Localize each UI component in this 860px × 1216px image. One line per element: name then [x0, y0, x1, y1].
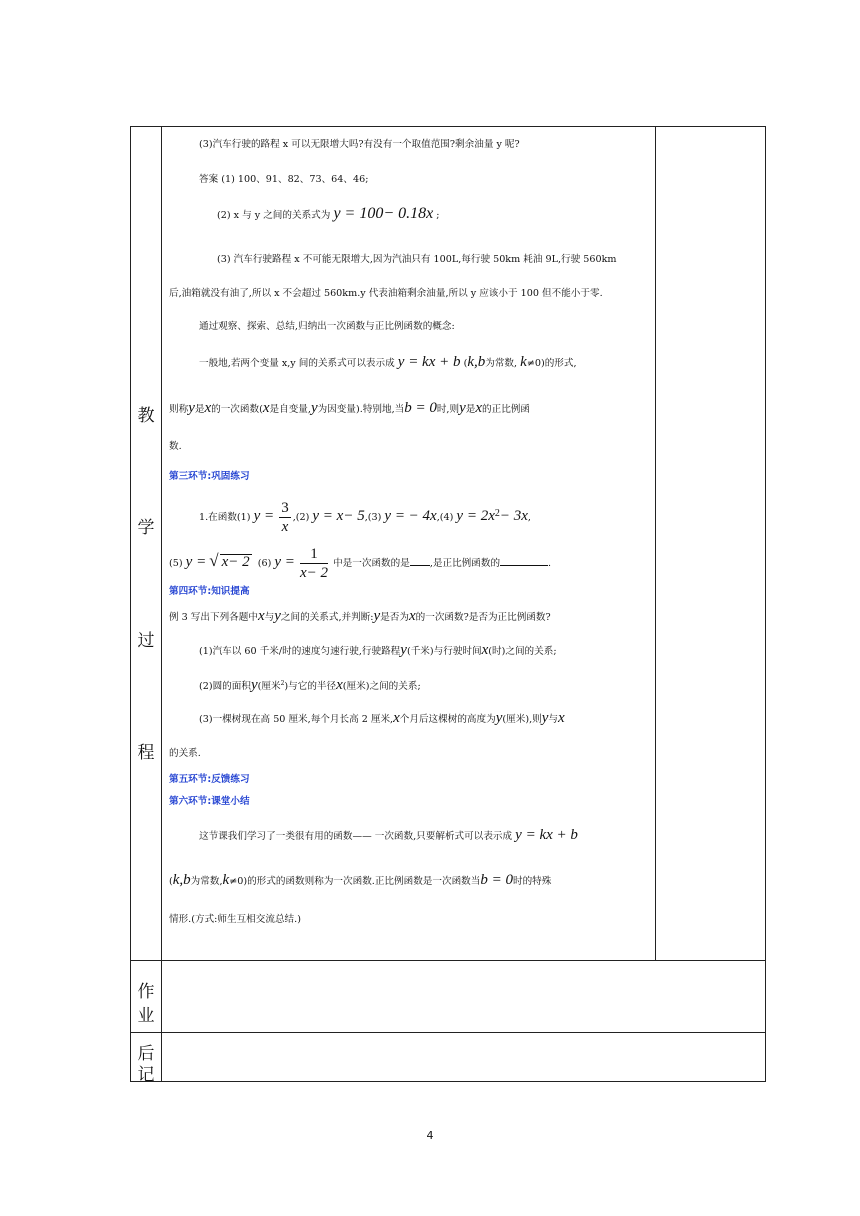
exercise-1-line-1: 1.在函数(1) y = $\frac{3}{x}$ ,(2) y = x− 5,(3) y = − 4x,(4) $y = 2x^2- 3x$, — [199, 500, 531, 535]
summary-line-1: 这节课我们学习了一类很有用的函数—— 一次函数,只要解析式可以表示成 y = kx + b — [199, 827, 578, 843]
exercise-1-line-2: (5) y = √ x− 2 (6) y = $\frac{1}{x- 2}$ 中是一次函数的是 ,是正比例函数的 . — [169, 546, 552, 581]
side-label-guo: 过 — [137, 631, 155, 651]
example-3-part-1: (1)汽车以 60 千米/时的速度匀速行驶,行驶路程y(千米)与行驶时间x(时)之间的关系; — [199, 642, 557, 658]
section-3-heading: 第三环节:巩固练习 — [169, 471, 250, 482]
sqrt-x-minus-2: x− 2 — [221, 554, 250, 570]
col-divider-right — [655, 127, 656, 960]
section-6-heading: 第六环节:课堂小结 — [169, 796, 250, 807]
definition-line-3: 数. — [169, 441, 182, 452]
row-divider-2 — [131, 1032, 765, 1033]
answer-3-line1: (3) 汽车行驶路程 x 不可能无限增大,因为汽油只有 100L,每行驶 50km 耗油 9L,行驶 560km — [217, 254, 617, 265]
side-label-houji-2: 记 — [137, 1065, 155, 1085]
question-3: (3)汽车行驶的路程 x 可以无限增大吗?有没有一个取值范围?剩余油量 y 呢? — [199, 139, 520, 150]
lesson-table — [130, 126, 766, 1085]
example-3-part-3: (3)一棵树现在高 50 厘米,每个月长高 2 厘米,x个月后这棵树的高度为y(厘米),则y与x — [199, 710, 565, 726]
answer-2: (2) x 与 y 之间的关系式为 y = 100− 0.18x ; — [217, 205, 440, 222]
example-3: 例 3 写出下列各题中x与y之间的关系式,并判断:y是否为x的一次函数?是否为正比例函数? — [169, 608, 551, 624]
side-label-zuoye-1: 作 — [137, 982, 155, 1002]
fraction-1-over-x-minus-2: $\frac{1}{x- 2}$ — [299, 546, 329, 581]
page-number: 4 — [426, 1129, 434, 1142]
side-label-cheng: 程 — [137, 743, 155, 763]
observe-text: 通过观察、探索、总结,归纳出一次函数与正比例函数的概念: — [199, 321, 455, 332]
side-label-xue: 学 — [137, 518, 155, 538]
side-label-zuoye-2: 业 — [137, 1006, 155, 1026]
answer-blank-2[interactable] — [500, 555, 548, 566]
side-label-jiao: 教 — [137, 406, 155, 426]
fraction-3-over-x: $\frac{3}{x}$ — [281, 500, 289, 535]
formula-y-100-018x: y = 100− 0.18x — [333, 205, 434, 222]
answer-1: 答案 (1) 100、91、82、73、64、46; — [199, 174, 369, 185]
definition-line-2: 则称y是x的一次函数(x是自变量,y为因变量).特别地,当b = 0时,则y是x的正比例函 — [169, 400, 530, 416]
answer-blank-1[interactable] — [410, 555, 430, 566]
definition-line-1: 一般地,若两个变量 x,y 间的关系式可以表示成 y = kx + b (k,b为常数, k≠0)的形式, — [199, 354, 577, 370]
section-5-heading: 第五环节:反馈练习 — [169, 774, 250, 785]
col-divider-left — [161, 127, 162, 1081]
summary-line-3: 情形.(方式:师生互相交流总结.) — [169, 914, 301, 925]
row-divider-1 — [131, 960, 765, 961]
answer-3-line2: 后,油箱就没有油了,所以 x 不会超过 560km.y 代表油箱剩余油量,所以 y 应该小于 100 但不能小于零. — [169, 288, 603, 299]
side-label-houji-1: 后 — [137, 1044, 155, 1064]
section-4-heading: 第四环节:知识提高 — [169, 586, 250, 597]
example-3-part-3-line2: 的关系. — [169, 748, 201, 759]
summary-line-2: (k,b为常数,k≠0)的形式的函数则称为一次函数.正比例函数是一次函数当b = 0时的特殊 — [169, 872, 552, 888]
example-3-part-2: (2)圆的面积y(厘米$^2$)与它的半径x(厘米)之间的关系; — [199, 677, 421, 694]
